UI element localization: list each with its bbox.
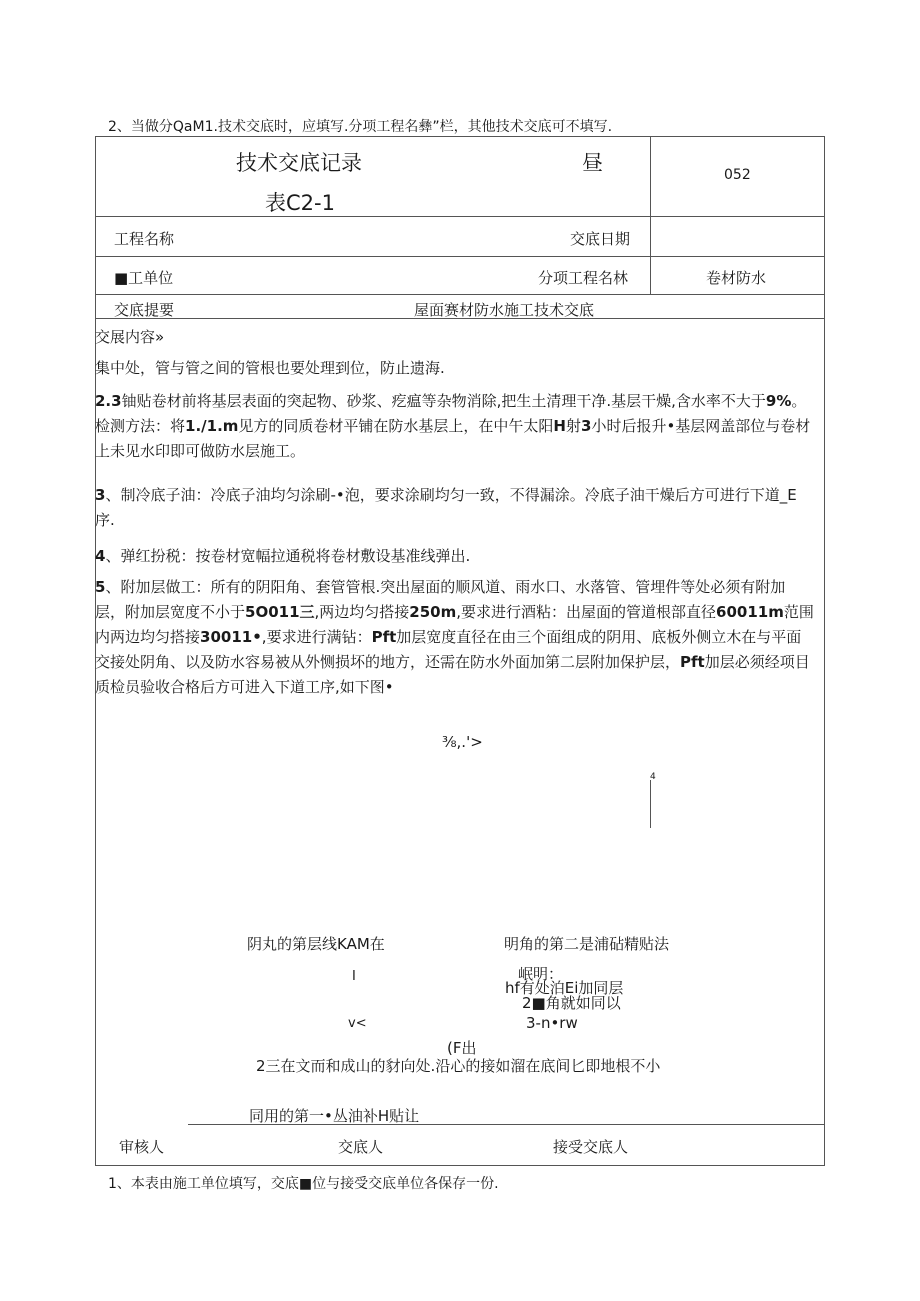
signature-row-line	[188, 1124, 825, 1125]
subitem-value: 卷材防水	[706, 269, 767, 287]
bottom-note: 1、本表由施工单位填写，交底■位与接受交底单位各保存一份.	[108, 1176, 499, 1192]
content-paragraph-5: 5、附加层做工：所有的阴阳角、套管管根.突出屋面的顺风道、雨水口、水落管、管埋件等处必须有附加层，附加层宽度不小于5O011三,两边均匀搭接250m,要求进行酒粘：出屋面的管道根部直径60011m范围内两边均匀搭接30011•,要求进行满钻：Pft加层宽度直径在由三个面组成的阴用、底板外侧立木在与平面交接处阴角、以及防水容易被从外恻损坏的地方，还需在防水外面加第二层附加保护层，Pft加层必须经项目质检员验收合格后方可进入下道工序,如下图•	[95, 578, 814, 696]
paragraph-number: 3	[95, 486, 106, 504]
row-line	[95, 294, 825, 295]
left-figure-caption: 阴丸的第层线KAM在	[247, 935, 385, 953]
top-note: 2、当做分QaM1.技术交底时，应填写.分项工程名彝”栏，其他技术交底可不填写.	[108, 119, 613, 135]
form-code: 表C2-1	[265, 191, 335, 215]
left-figure-mark-2: v<	[348, 1016, 367, 1031]
right-figure-caption: 明角的第二是浦砧精贴法	[504, 935, 670, 953]
right-figure-note-2: hf有处泊Ei加同层	[505, 979, 624, 997]
figure-caption-top: ⅜,.'>	[442, 733, 483, 751]
right-figure-note-1: 岷明：	[518, 965, 564, 983]
record-number: 052	[724, 167, 751, 183]
left-figure-mark: I	[352, 969, 356, 984]
construction-unit-label: ■工单位	[114, 269, 174, 287]
figure-small-mark: 4	[650, 772, 656, 782]
document-title: 技术交底记录	[236, 151, 362, 175]
summary-value: 屋面赛材防水施工技术交底	[414, 301, 595, 319]
reviewer-label: 审核人	[119, 1138, 165, 1156]
value-column-divider	[650, 216, 651, 294]
row-line	[95, 216, 825, 217]
figure-bottom-line: 同用的第一•丛油补H贴让	[249, 1107, 420, 1125]
row-line	[95, 256, 825, 257]
summary-label: 交底提要	[114, 301, 175, 319]
content-paragraph-4: 4、弹红扮税：按卷材宽幅拉通税将卷材敷设基准线弹出.	[95, 547, 471, 565]
right-figure-note-3: 2■角就如同以	[522, 994, 621, 1012]
receiver-label: 接受交底人	[553, 1138, 629, 1156]
header-divider	[650, 136, 651, 216]
paragraph-number: 2.3	[95, 392, 122, 410]
paragraph-number: 5	[95, 578, 106, 596]
figure-marker-line	[650, 780, 651, 828]
content-heading: 交展内容»	[95, 328, 165, 346]
content-paragraph-3: 3、制冷底子油：冷底子油均匀涂刷-•泡，要求涂刷均匀一致，不得漏涂。冷底子油干燥后方可进行下道_E序.	[95, 486, 797, 529]
title-right-mark: 昼	[582, 151, 603, 175]
subitem-label: 分项工程名林	[538, 269, 629, 287]
project-name-label: 工程名称	[114, 230, 175, 248]
presenter-label: 交底人	[338, 1138, 384, 1156]
figure-long-line: 2三在文而和成山的豺向处.沿心的接如溜在底间匕即地根不小	[256, 1057, 661, 1075]
date-label: 交底日期	[570, 230, 631, 248]
content-line-1: 集中处，管与管之间的管根也要处理到位，防止遗海.	[95, 359, 445, 377]
center-figure-mark: (F出	[447, 1039, 477, 1057]
content-paragraph-2: 2.3铀贴卷材前将基层表面的突起物、砂浆、疙瘟等杂物消除,把生土清理干净.基层干燥,含水率不大于9%。检测方法：将1./1.m见方的同质卷材平铺在防水基层上，在中午太阳H射3小时后报升•基层网盖部位与卷材上未见水印即可做防水层施工。	[95, 392, 811, 460]
paragraph-number: 4	[95, 547, 106, 565]
right-figure-note-4: 3-n•rw	[526, 1014, 578, 1032]
